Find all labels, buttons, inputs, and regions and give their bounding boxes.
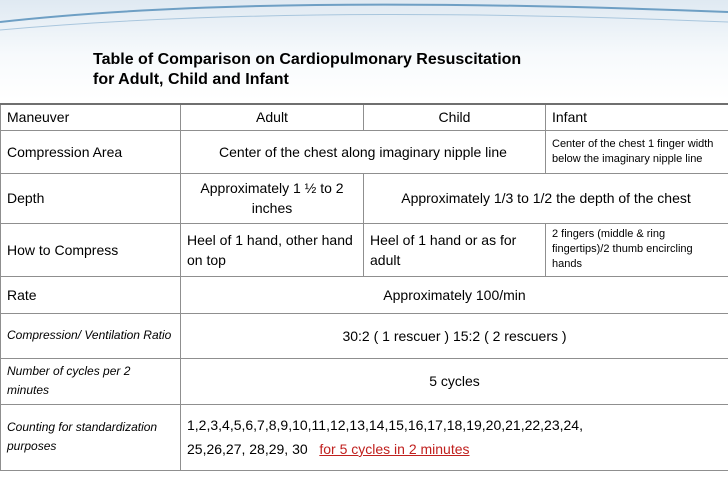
- header-maneuver: Maneuver: [1, 104, 181, 130]
- counting-highlight: for 5 cycles in 2 minutes: [319, 441, 470, 457]
- row-compression-ventilation-ratio: [1, 313, 728, 358]
- cycles-value: 5 cycles: [181, 358, 728, 404]
- label-compression-ventilation-ratio: Compression/ Ventilation Ratio: [1, 313, 181, 358]
- counting-line-2-numbers: 25,26,27, 28,29, 30: [187, 441, 308, 457]
- ratio-value: 30:2 ( 1 rescuer ) 15:2 ( 2 rescuers ): [181, 313, 728, 358]
- row-cycles: [1, 358, 728, 404]
- depth-child-infant: Approximately 1/3 to 1/2 the depth of the chest: [364, 173, 728, 223]
- label-compression-area: Compression Area: [1, 130, 181, 173]
- title-line-2: for Adult, Child and Infant: [93, 71, 289, 88]
- counting-value: [181, 404, 728, 470]
- label-rate: Rate: [1, 276, 181, 313]
- how-to-compress-child: Heel of 1 hand or as for adult: [364, 223, 546, 276]
- row-compression-area: [1, 130, 728, 173]
- row-depth: [1, 173, 728, 223]
- counting-line-2: [187, 437, 722, 461]
- row-counting: [1, 404, 728, 470]
- how-to-compress-adult: Heel of 1 hand, other hand on top: [181, 223, 364, 276]
- cpr-comparison-table: [0, 103, 728, 471]
- rate-value: Approximately 100/min: [181, 276, 728, 313]
- label-cycles: Number of cycles per 2 minutes: [1, 358, 181, 404]
- page-title: [93, 50, 521, 90]
- label-how-to-compress: How to Compress: [1, 223, 181, 276]
- row-rate: [1, 276, 728, 313]
- header-adult: Adult: [181, 104, 364, 130]
- header-infant: Infant: [546, 104, 728, 130]
- depth-adult: Approximately 1 ½ to 2 inches: [181, 173, 364, 223]
- label-counting: Counting for standardization purposes: [1, 404, 181, 470]
- title-line-1: Table of Comparison on Cardiopulmonary Resuscitation: [93, 51, 522, 68]
- label-depth: Depth: [1, 173, 181, 223]
- how-to-compress-infant: 2 fingers (middle & ring fingertips)/2 thumb encircling hands: [546, 223, 728, 276]
- table-header-row: [1, 104, 728, 130]
- counting-line-1: 1,2,3,4,5,6,7,8,9,10,11,12,13,14,15,16,17,18,19,20,21,22,23,24,: [187, 417, 583, 433]
- compression-area-infant: Center of the chest 1 finger width below the imaginary nipple line: [546, 130, 728, 173]
- header-child: Child: [364, 104, 546, 130]
- compression-area-adult-child: Center of the chest along imaginary nipple line: [181, 130, 546, 173]
- row-how-to-compress: [1, 223, 728, 276]
